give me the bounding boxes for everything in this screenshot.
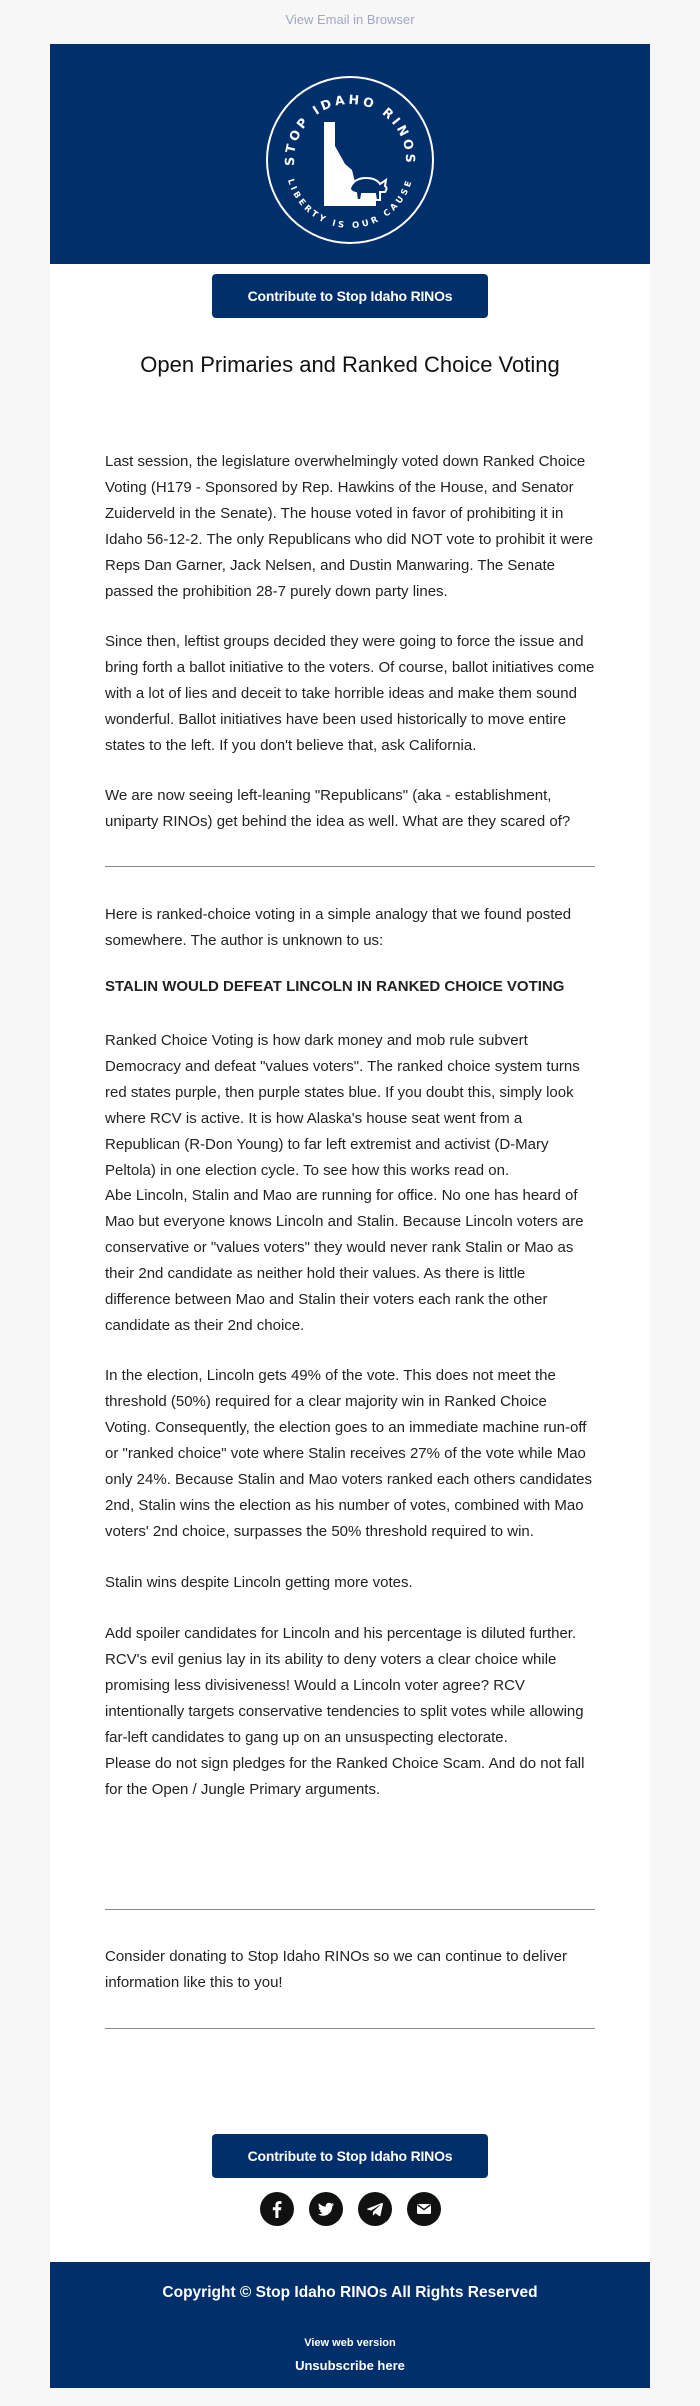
telegram-icon[interactable] <box>358 2192 392 2226</box>
paragraph-4: Here is ranked-choice voting in a simple analogy that we found posted somewhere. The author is unknown to us: <box>105 906 572 949</box>
paragraph-1: Last session, the legislature overwhelmingly voted down Ranked Choice Voting (H179 - Sponsored by Rep. Hawkins of the House, and Senator Zuiderveld in the Senate). The house voted in favor of prohibiting it in Idaho 56-12-2. The only Republicans who did NOT vote to prohibit it were Reps Dan Garner, Jack Nelsen, and Dustin Manwaring. The Senate passed the prohibition 28-7 purely down party lines. <box>105 453 594 600</box>
email-container <box>50 44 650 2388</box>
footer <box>50 2262 650 2388</box>
article-title: Open Primaries and Ranked Choice Voting <box>140 352 560 377</box>
svg-text:STOP IDAHO RINOS: STOP IDAHO RINOS <box>281 91 419 166</box>
email-icon[interactable] <box>407 2192 441 2226</box>
divider-3 <box>105 2028 595 2029</box>
stop-idaho-rinos-logo <box>264 74 436 246</box>
paragraph-8: Stalin wins despite Lincoln getting more votes. <box>105 1574 413 1591</box>
logo-seal-icon <box>264 74 436 246</box>
paragraph-7: In the election, Lincoln gets 49% of the vote. This does not meet the threshold (50%) required for a clear majority win in Ranked Choice Voting. Consequently, the election goes to an immediate machine run-off or "ranked choice" vote where Stalin receives 27% of the vote while Mao only 24%. Because Stalin and Mao voters ranked each others candidates 2nd, Stalin wins the election as his number of votes, combined with Mao voters' 2nd choice, surpasses the 50% threshold required to win. <box>105 1367 592 1540</box>
stalin-lincoln-heading: STALIN WOULD DEFEAT LINCOLN IN RANKED CHOICE VOTING <box>105 978 565 995</box>
paragraph-2: Since then, leftist groups decided they were going to force the issue and bring forth a ballot initiative to the voters. Of course, ballot initiatives come with a lot of lies and deceit to take horrible ideas and make them sound wonderful. Ballot initiatives have been used historically to move entire states to the left. If you don't believe that, ask California. <box>105 633 595 754</box>
paragraph-9: Add spoiler candidates for Lincoln and his percentage is diluted further. RCV's evil genius lay in its ability to deny voters a clear choice while promising less divisiveness! Would a Lincoln voter agree? RCV intentionally targets conservative tendencies to split votes while allowing far-left candidates to gang up on an unsuspecting electorate. <box>105 1625 584 1746</box>
twitter-icon[interactable] <box>309 2192 343 2226</box>
paragraph-6: Abe Lincoln, Stalin and Mao are running for office. No one has heard of Mao but everyone knows Lincoln and Stalin. Because Lincoln voters are conservative or "values voters" they would never rank Stalin or Mao as their 2nd candidate as neither hold their values. As there is little difference between Mao and Stalin their voters each rank the other candidate as their 2nd choice. <box>105 1187 584 1334</box>
divider-2 <box>105 1909 595 1910</box>
svg-text:LIBERTY IS OUR CAUSE: LIBERTY IS OUR CAUSE <box>285 177 415 231</box>
divider-1 <box>105 866 595 867</box>
social-links <box>50 2192 650 2226</box>
contribute-button-top[interactable]: Contribute to Stop Idaho RINOs <box>212 274 488 318</box>
header-banner <box>50 44 650 264</box>
view-web-version-link[interactable]: View web version <box>304 2337 396 2349</box>
unsubscribe-link[interactable]: Unsubscribe here <box>295 2358 405 2373</box>
donate-paragraph: Consider donating to Stop Idaho RINOs so we can continue to deliver information like this to you! <box>105 1948 567 1991</box>
view-in-browser-link[interactable]: View Email in Browser <box>285 12 415 27</box>
paragraph-3: We are now seeing left-leaning "Republicans" (aka - establishment, uniparty RINOs) get behind the idea as well. What are they scared of? <box>105 787 571 830</box>
copyright-text: Copyright © Stop Idaho RINOs All Rights Reserved <box>162 2284 538 2301</box>
paragraph-5: Ranked Choice Voting is how dark money and mob rule subvert Democracy and defeat "values voters". The ranked choice system turns red states purple, then purple states blue. If you doubt this, simply look where RCV is active. It is how Alaska's house seat went from a Republican (R-Don Young) to far left extremist and activist (D-Mary Peltola) in one election cycle. To see how this works read on. <box>105 1032 580 1179</box>
contribute-button-bottom[interactable]: Contribute to Stop Idaho RINOs <box>212 2134 488 2178</box>
facebook-icon[interactable] <box>260 2192 294 2226</box>
paragraph-10: Please do not sign pledges for the Ranked Choice Scam. And do not fall for the Open / Jungle Primary arguments. <box>105 1755 585 1798</box>
